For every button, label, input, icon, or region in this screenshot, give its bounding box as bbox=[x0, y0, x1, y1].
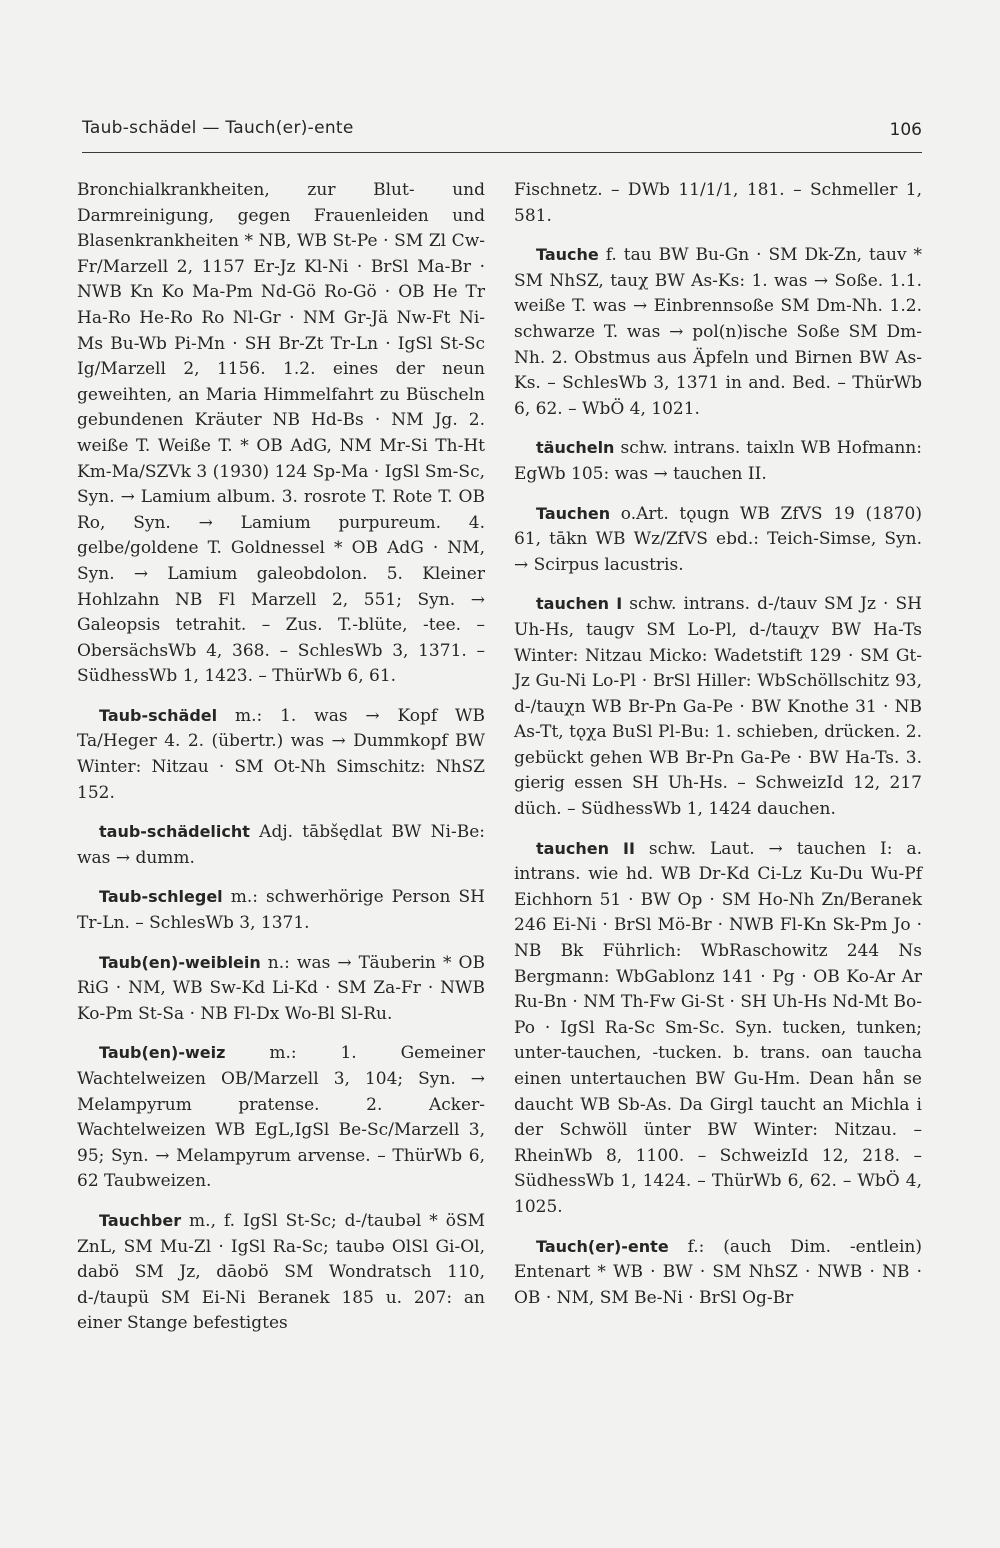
headword: Tauch(er)-ente bbox=[536, 1236, 669, 1256]
entry-tauch-er-ente bbox=[514, 1234, 922, 1312]
entry-body: f.: (auch Dim. -entlein) Entenart * WB · BW · SM NhSZ · NWB · NB · OB · NM, SM Be-Ni · BrSl Og-Br bbox=[514, 1236, 922, 1308]
headword: taub-schädelicht bbox=[99, 822, 250, 842]
entry-continuation: Bronchialkrankheiten, zur Blut- und Darmreinigung, gegen Frauenleiden und Blasenkrankheiten * NB, WB St-Pe · SM Zl Cw-Fr/Marzell 2, 1157 Er-Jz Kl-Ni · BrSl Ma-Br · NWB Kn Ko Ma-Pm Nd-Gö Ro-Gö · OB He Tr Ha-Ro He-Ro Ro Nl-Gr · NM Gr-Jä Nw-Ft Ni-Ms Bu-Wb Pi-Mn · SH Br-Zt Tr-Ln · IgSl St-Sc Ig/Marzell 2, 1156. 1.2. eines der neun geweihten, an Maria Himmelfahrt zu Büscheln gebundenen Kräuter NB Hd-Bs · NM Jg. 2. weiße T. Weiße T. * OB AdG, NM Mr-Si Th-Ht Km-Ma/SZVk 3 (1930) 124 Sp-Ma · IgSl Sm-Sc, Syn. → Lamium album. 3. rosrote T. Rote T. OB Ro, Syn. → Lamium purpureum. 4. gelbe/goldene T. Goldnessel * OB AdG · NM, Syn. → Lamium galeobdolon. 5. Kleiner Hohlzahn NB Fl Marzell 2, 551; Syn. → Galeopsis tetrahit. – Zus. T.-blüte, -tee. – ObersächsWb 4, 368. – SchlesWb 3, 1371. – SüdhessWb 1, 1423. – ThürWb 6, 61. bbox=[77, 180, 485, 687]
entry-taub-en-weiz bbox=[77, 1040, 485, 1195]
headword: Taub-schädel bbox=[99, 705, 218, 725]
entry-tauche bbox=[514, 242, 922, 422]
headword: Tauche bbox=[536, 245, 599, 265]
entry-body: schw. intrans. d-/tauv SM Jz · SH Uh-Hs, taugv SM Lo-Pl, d-/tauχv BW Ha-Ts Winter: Nitzau Micko: Wadetstift 129 · SM Gt-Jz Gu-Ni Lo-Pl · BrSl Hiller: WbSchöllschitz 93, d-/tauχn WB Br-Pn Ga-Pe · BW Knothe 31 · NB As-Tt, tǫχa BuSl Pl-Bu: 1. schieben, drücken. 2. gebückt gehen WB Br-Pn Ga-Pe · BW Ha-Ts. 3. gierig essen SH Uh-Hs. – SchweizId 12, 217 düch. – SüdhessWb 1, 1424 dauchen. bbox=[514, 594, 922, 820]
entry-body: m.: 1. Gemeiner Wachtelweizen OB/Marzell 3, 104; Syn. → Melampyrum pratense. 2. Acker-Wachtelweizen WB EgL,IgSl Be-Sc/Marzell 3, 95; Syn. → Melampyrum arvense. – ThürWb 6, 62 Taubweizen. bbox=[77, 1043, 485, 1192]
headword: täucheln bbox=[536, 438, 615, 458]
right-column bbox=[514, 178, 922, 1311]
entry-tauchen-i bbox=[514, 591, 922, 822]
headword: Taub(en)-weiz bbox=[99, 1043, 226, 1063]
entry-taub-schaedelicht bbox=[77, 819, 485, 871]
page-number: 106 bbox=[889, 120, 922, 140]
entry-body: o.Art. tǫugn WB ZfVS 19 (1870) 61, tākn WB Wz/ZfVS ebd.: Teich-Simse, Syn. → Scirpus lacustris. bbox=[514, 503, 922, 575]
entry-continuation: Fischnetz. – DWb 11/1/1, 181. – Schmeller 1, 581. bbox=[514, 180, 922, 226]
entry-body: m., f. IgSl St-Sc; d-/taubəl * öSM ZnL, SM Mu-Zl · IgSl Ra-Sc; taubə OlSl Gi-Ol, dabö SM Jz, dāobö SM Wondratsch 110, d-/taupü SM Ei-Ni Beranek 185 u. 207: an einer Stange befestigtes bbox=[77, 1210, 485, 1334]
entry-tauchber bbox=[77, 1208, 485, 1337]
entry-body: m.: 1. was → Kopf WB Ta/Heger 4. 2. (übertr.) was → Dummkopf BW Winter: Nitzau · SM Ot-Nh Simschitz: NhSZ 152. bbox=[77, 705, 485, 803]
running-header bbox=[82, 118, 922, 153]
entry-taeucheln bbox=[514, 435, 922, 487]
entry-taub-en-weiblein bbox=[77, 950, 485, 1028]
entry-body: f. tau BW Bu-Gn · SM Dk-Zn, tauv * SM NhSZ, tauχ BW As-Ks: 1. was → Soße. 1.1. weiße T. was → Einbrennsoße SM Dm-Nh. 1.2. schwarze T. was → pol(n)ische Soße SM Dm-Nh. 2. Obstmus aus Äpfeln und Birnen BW As-Ks. – SchlesWb 3, 1371 in and. Bed. – ThürWb 6, 62. – WbÖ 4, 1021. bbox=[514, 245, 922, 419]
entry-body: m.: schwerhörige Person SH Tr-Ln. – SchlesWb 3, 1371. bbox=[77, 887, 485, 934]
entry-taub-schlegel bbox=[77, 884, 485, 936]
entry-taub-schaedel bbox=[77, 703, 485, 806]
headword: tauchen I bbox=[536, 594, 623, 614]
entry-body: schw. intrans. taixln WB Hofmann: EgWb 105: was → tauchen II. bbox=[514, 438, 922, 484]
entry-body: n.: was → Täuberin * OB RiG · NM, WB Sw-Kd Li-Kd · SM Za-Fr · NWB Ko-Pm St-Sa · NB Fl-Dx Wo-Bl Sl-Ru. bbox=[77, 952, 485, 1024]
running-title: Taub-schädel — Tauch(er)-ente bbox=[82, 118, 354, 138]
headword: Tauchen bbox=[536, 503, 611, 523]
headword: tauchen II bbox=[536, 838, 635, 858]
entry-body: schw. Laut. → tauchen I: a. intrans. wie hd. WB Dr-Kd Ci-Lz Ku-Du Wu-Pf Eichhorn 51 · BW Op · SM Ho-Nh Zn/Beranek 246 Ei-Ni · BrSl Mö-Br · NWB Fl-Kn Sk-Pm Jo · NB Bk Führlich: WbRaschowitz 244 Ns Bergmann: WbGablonz 141 · Pg · OB Ko-Ar Ar Ru-Bn · NM Th-Fw Gi-St · SH Uh-Hs Nd-Mt Bo-Po · IgSl Ra-Sc Sm-Sc. Syn. tucken, tunken; unter-tauchen, -tucken. b. trans. oan taucha einen untertauchen BW Gu-Hm. Dean hån se daucht WB Sb-As. Da Girgl taucht an Michla i der Schwöll ünter BW Winter: Nitzau. – RheinWb 8, 1100. – SchweizId 12, 218. – SüdhessWb 1, 1424. – ThürWb 6, 62. – WbÖ 4, 1025. bbox=[514, 838, 922, 1217]
headword: Tauchber bbox=[99, 1210, 182, 1230]
left-column bbox=[77, 178, 485, 1337]
headword: Taub(en)-weiblein bbox=[99, 952, 261, 972]
entry-tauchen-ii bbox=[514, 836, 922, 1221]
headword: Taub-schlegel bbox=[99, 887, 223, 907]
entry-tauchen-noun bbox=[514, 501, 922, 579]
entry-body: Adj. tābšędlat BW Ni-Be: was → dumm. bbox=[77, 822, 485, 868]
